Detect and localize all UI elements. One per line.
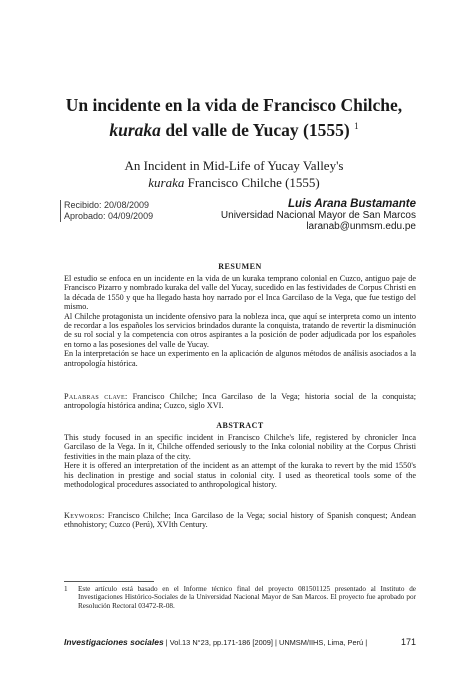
resumen-heading: RESUMEN — [218, 262, 262, 271]
page-footer — [64, 636, 416, 650]
resumen-keywords — [64, 392, 416, 411]
submission-dates — [64, 200, 153, 222]
title-english-italic: kuraka — [148, 175, 185, 190]
author-block — [221, 199, 416, 232]
title-spanish-line2 — [40, 116, 428, 141]
title-english-line1: An Incident in Mid-Life of Yucay Valley's — [124, 158, 344, 173]
author-email[interactable]: laranab@unmsm.edu.pe — [306, 221, 416, 232]
abstract-paragraph: Here it is offered an interpretation of the incident as an attempt of the kuraka to revert by the mid 1550's his declination in prestige and social status in colonial city. I used as theoretical tools some of the methodological procedures associated to anthropological history. — [64, 461, 416, 490]
title-spanish — [40, 95, 428, 141]
resumen-body — [64, 274, 416, 368]
footnote — [64, 585, 416, 610]
title-spanish-line1: Un incidente en la vida de Francisco Chilche, — [65, 95, 403, 115]
title-english-rest: Francisco Chilche (1555) — [184, 175, 320, 190]
abstract-heading: ABSTRACT — [216, 421, 264, 430]
abstract-keywords-label: Keywords: — [64, 511, 105, 520]
title-english — [40, 157, 428, 191]
journal-info: | Vol.13 N°23, pp.171-186 [2009] | UNMSM/IIHS, Lima, Perú | — [163, 638, 368, 647]
page-number: 171 — [400, 637, 416, 647]
abstract-paragraph: This study focused in an specific incident in Francisco Chilche's life, registered by chronicler Inca Garcilaso de la Vega. In it, Chilche offended seriously to the Inka colonial nobility at the Corpus Christi festivities in the main plaza of the city. — [64, 433, 416, 461]
footnote-number: 1 — [64, 585, 68, 593]
author-name: Luis Arana Bustamante — [287, 198, 416, 210]
abstract-keywords — [64, 511, 416, 530]
received-date: Recibido: 20/08/2009 — [64, 200, 150, 210]
accepted-date: Aprobado: 04/09/2009 — [64, 211, 154, 221]
footnote-text: Este artículo está basado en el Informe técnico final del proyecto 081501125 presentado al Instituto de Investigaciones Histórico-Sociales de la Universidad Nacional Mayor de San Marcos. El proyecto fue aprobado por Resolución Rectoral 03472-R-08. — [78, 585, 416, 610]
resumen-keywords-text: Francisco Chilche; Inca Garcilaso de la Vega; historia social de la conquista; antropología histórica andina; Cuzco, siglo XVI. — [64, 392, 417, 411]
author-affiliation: Universidad Nacional Mayor de San Marcos — [220, 210, 416, 221]
footnote-rule — [64, 581, 154, 582]
dates-rule — [60, 200, 61, 222]
title-footnote-mark[interactable]: 1 — [354, 121, 359, 131]
title-spanish-italic: kuraka — [109, 119, 161, 140]
journal-name: Investigaciones sociales — [64, 637, 164, 647]
abstract-keywords-text: Francisco Chilche; Inca Garcilaso de la Vega; social history of Spanish conquest; Andean ethnohistory; Cuzco (Perú), XVIth Century. — [64, 511, 416, 530]
resumen-paragraph: El estudio se enfoca en un incidente en la vida de un kuraka temprano colonial en Cuzco, antiguo paje de Francisco Pizarro y nombrado kuraka del valle del Yucay, sucedido en las festividades de Corpus Christi en la década de 1550 y que ha llegado hasta hoy narrado por el Inca Garcilaso de la Vega, que fue testigo del mismo. — [64, 274, 416, 312]
title-english-line2 — [40, 174, 428, 191]
abstract-body — [64, 433, 416, 489]
resumen-keywords-label: Palabras clave: — [64, 392, 128, 401]
resumen-paragraph: Al Chilche protagonista un incidente ofensivo para la nobleza inca, que aquí se interpreta como un intento de recordar a los españoles los servicios brindados durante la conquista, tratando de revertir la disminución de su rol social y la competencia con otros aspirantes a la posición de poder adjudicada por los españoles en torno a las posesiones del valle de Yucay. — [64, 311, 416, 349]
title-spanish-rest: del valle de Yucay (1555) — [160, 119, 350, 140]
resumen-paragraph: En la interpretación se hace un experimento en la aplicación de algunos métodos de análisis asociados a la antropología histórica. — [64, 349, 416, 368]
